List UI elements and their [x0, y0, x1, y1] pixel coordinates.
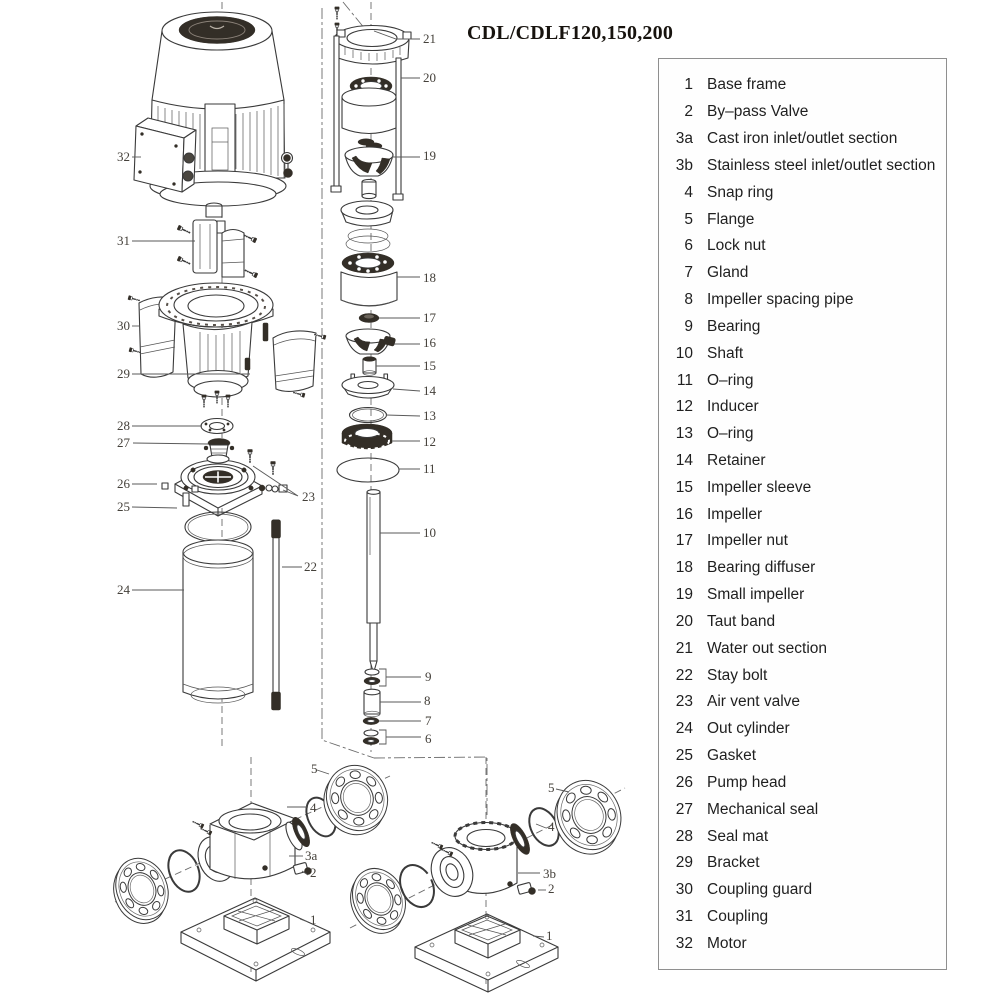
callout-3a: 3a — [305, 848, 318, 863]
seal-mat — [201, 419, 233, 434]
callout-2: 2 — [310, 865, 317, 880]
part-number: 14 — [675, 452, 693, 469]
page-title: CDL/CDLF120,150,200 — [467, 22, 674, 44]
part-number: 22 — [675, 666, 693, 684]
callout-19: 19 — [423, 148, 436, 163]
retainer — [342, 374, 394, 398]
part-name: Stay bolt — [707, 666, 768, 684]
part-name: Inducer — [707, 398, 759, 416]
part-name: Gasket — [707, 747, 757, 765]
part-number: 3a — [675, 130, 693, 148]
inducer — [342, 424, 392, 449]
callout-22: 22 — [304, 559, 317, 574]
impeller — [346, 329, 396, 354]
callout-26: 26 — [117, 476, 130, 491]
callout-2: 2 — [548, 881, 555, 896]
part-number: 24 — [675, 720, 693, 738]
part-number: 11 — [676, 371, 693, 389]
callout-3b: 3b — [543, 866, 556, 881]
callout-4: 4 — [548, 819, 555, 834]
callout-32: 32 — [117, 149, 130, 164]
callout-5: 5 — [548, 780, 555, 795]
part-name: Gland — [707, 264, 749, 282]
impeller-spacing-pipe — [364, 689, 380, 717]
callout-11: 11 — [423, 461, 436, 476]
flange-3a-right — [312, 755, 399, 844]
part-number: 15 — [675, 478, 693, 496]
part-number: 3b — [675, 156, 693, 174]
bracket — [159, 283, 273, 407]
callout-14: 14 — [423, 383, 436, 398]
part-name: Pump head — [707, 773, 787, 791]
part-number: 21 — [675, 639, 693, 657]
part-number: 4 — [684, 183, 693, 201]
part-name: Impeller — [707, 505, 763, 523]
part-number: 26 — [675, 773, 693, 791]
base-frame-3b — [415, 914, 558, 992]
callout-7: 7 — [425, 713, 432, 728]
part-name: Water out section — [707, 639, 828, 657]
part-name: Coupling guard — [707, 881, 813, 899]
terminal-box — [134, 118, 196, 192]
part-name: Air vent valve — [707, 693, 801, 711]
inlet-outlet-3a — [104, 755, 400, 981]
part-name: Small impeller — [707, 586, 805, 604]
part-number: 32 — [675, 934, 693, 952]
part-name: Retainer — [707, 452, 766, 469]
callout-1: 1 — [546, 928, 553, 943]
callout-13: 13 — [423, 408, 436, 423]
part-number: 7 — [684, 264, 693, 282]
part-name: Snap ring — [707, 183, 774, 201]
pump-head — [162, 449, 287, 516]
callout-18: 18 — [423, 270, 436, 285]
flange-3b-right — [542, 769, 634, 865]
callout-1: 1 — [310, 912, 317, 927]
part-number: 13 — [675, 425, 693, 443]
out-cylinder — [183, 540, 253, 703]
part-name: Stainless steel inlet/outlet section — [707, 156, 936, 174]
part-name: Impeller nut — [707, 532, 788, 550]
o-ring-13 — [350, 408, 387, 423]
part-name: Motor — [707, 934, 747, 952]
o-ring-11 — [337, 458, 399, 482]
part-number: 31 — [675, 908, 693, 926]
impeller-sleeve — [363, 357, 376, 376]
callout-27: 27 — [117, 435, 130, 450]
base-frame-3a — [181, 898, 330, 981]
stay-bolt — [272, 520, 281, 710]
flange-3a-left — [104, 850, 178, 931]
callout-20: 20 — [423, 70, 436, 85]
part-name: Out cylinder — [707, 720, 790, 738]
part-name: Cast iron inlet/outlet section — [707, 130, 898, 148]
callout-31: 31 — [117, 233, 130, 248]
callout-25: 25 — [117, 499, 130, 514]
impeller-nut — [359, 314, 379, 323]
callout-30: 30 — [117, 318, 130, 333]
part-name: Bearing — [707, 317, 761, 335]
bearing-diffuser — [341, 272, 397, 306]
part-number: 5 — [684, 210, 693, 228]
callout-16: 16 — [423, 335, 436, 350]
part-number: 9 — [684, 317, 693, 335]
part-number: 8 — [684, 291, 693, 309]
flange-3b-left — [340, 860, 416, 942]
part-name: Mechanical seal — [707, 800, 819, 818]
callout-5: 5 — [311, 761, 318, 776]
part-name: Lock nut — [707, 237, 766, 255]
part-name: O–ring — [707, 425, 754, 443]
part-number: 25 — [675, 747, 693, 765]
part-name: Seal mat — [707, 827, 769, 845]
gland — [363, 717, 379, 724]
part-number: 27 — [675, 800, 693, 818]
callout-4: 4 — [310, 800, 317, 815]
callout-6: 6 — [425, 731, 432, 746]
part-name: Bearing diffuser — [707, 559, 816, 577]
part-number: 2 — [684, 103, 693, 121]
water-out-section — [335, 7, 411, 64]
part-number: 16 — [675, 505, 693, 523]
part-number: 23 — [675, 693, 693, 711]
part-name: By–pass Valve — [707, 103, 809, 121]
part-name: O–ring — [707, 371, 754, 389]
motor — [134, 12, 293, 233]
part-number: 12 — [675, 398, 693, 416]
part-name: Shaft — [707, 344, 744, 362]
callout-17: 17 — [423, 310, 436, 325]
lock-nut — [363, 730, 379, 745]
part-name: Impeller spacing pipe — [707, 291, 854, 309]
callout-28: 28 — [117, 418, 130, 433]
part-number: 19 — [675, 586, 693, 604]
part-name: Base frame — [707, 76, 787, 94]
part-name: Impeller sleeve — [707, 478, 812, 496]
callout-12: 12 — [423, 434, 436, 449]
callout-15: 15 — [423, 358, 436, 373]
part-name: Taut band — [707, 612, 776, 630]
part-number: 29 — [675, 854, 693, 872]
part-number: 6 — [684, 237, 693, 255]
bypass-valve-3b — [508, 882, 536, 895]
part-number: 10 — [675, 344, 693, 362]
callout-10: 10 — [423, 525, 436, 540]
callout-8: 8 — [424, 693, 431, 708]
stage-stack — [341, 201, 394, 273]
coupling — [177, 220, 258, 278]
small-impeller-group — [342, 77, 396, 199]
part-number: 28 — [675, 827, 693, 845]
part-number: 17 — [675, 532, 693, 550]
callout-21: 21 — [423, 31, 436, 46]
callout-23: 23 — [302, 489, 315, 504]
part-number: 20 — [675, 612, 693, 630]
bearing — [364, 669, 380, 685]
part-number: 1 — [684, 76, 693, 94]
part-name: Bracket — [707, 854, 760, 872]
part-number: 18 — [675, 559, 693, 577]
part-name: Coupling — [707, 908, 769, 926]
part-number: 30 — [675, 881, 693, 899]
callout-29: 29 — [117, 366, 130, 381]
shaft — [367, 490, 380, 673]
callout-24: 24 — [117, 582, 130, 597]
part-name: Flange — [707, 210, 755, 228]
callout-9: 9 — [425, 669, 432, 684]
